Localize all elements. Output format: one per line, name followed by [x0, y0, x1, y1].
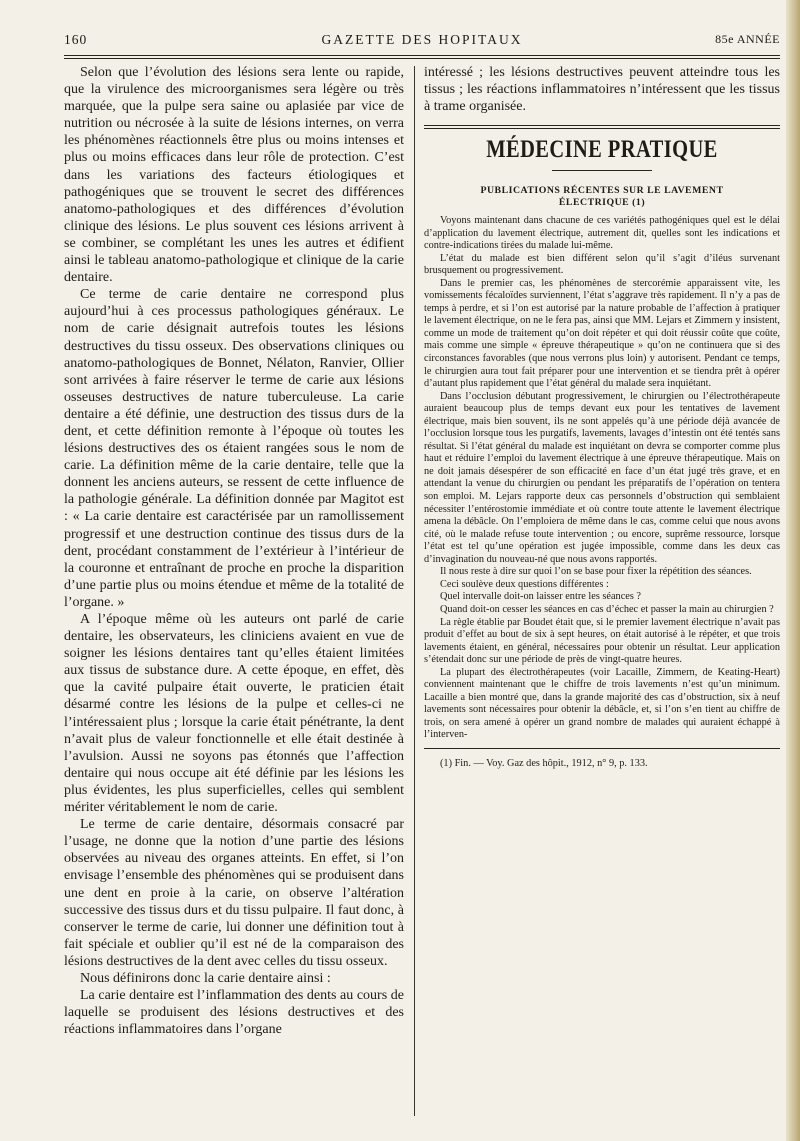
article-paragraph: Dans l’occlusion débutant progressivement, le chirurgien ou l’électrothérapeute auraient beaucoup plus de temps devant eux pour les tentatives de lavement électrique, mais bien souvent, ils ne sont appelés qu’à une période déjà avancée de l’occlusion lorsque tous les purgatifs, lavements, lavages d’intestin ont été tentés sans résultat. Si l’état général du malade est inquiétant on devra se comporter comme plus haut et réduire l’emploi du lavement électrique à une épreuve thérapeutique. Mais on ne doit jamais désespérer de son efficacité en face d’un état jugé très grave, et en attendant la venue du chirurgien ou pendant les préparatifs de l’opération on tentera son emploi. M. Lejars rapporte deux cas personnels d’obstruction qui semblaient nécessiter l’entérostomie immédiate et où contre toute attente le lavement électrique amena la débâcle. On l’emploiera de même dans le cas, comme celui que nous avons cité, où le malade refuse toute intervention ; ou encore, suprême ressource, lorsque l’état est tel qu’une opération est jugée impossible, comme dans les deux cas d’invagination du nouveau-né que nous avons rapportés. — [424, 390, 780, 565]
article-paragraph: La règle établie par Boudet était que, si le premier lavement électrique n’avait pas produit d’effet au bout de six à sept heures, on était autorisé à le répéter, et que trois lavements étaient, en général, nécessaires pour obtenir un résultat. Leur application s’étendait donc sur une période de près de vingt-quatre heures. — [424, 616, 780, 666]
left-paragraph: Ce terme de carie dentaire ne correspond plus aujourd’hui à ces processus pathologiques généraux. Le nom de carie désignait autrefois toutes les lésions destructives du tissu osseux. Des observations cliniques ou anatomo-pathologiques de Bonnet, Nélaton, Ranvier, Ollier sont arrivées à faire réserver le terme de carie aux lésions osseuses destructives de nature tuberculeuse. La carie dentaire a été définie, une destruction des tissus durs de la dent, et cette définition remonte à l’époque où toutes les lésions destructives des os étaient rangées sous le nom de carie. La définition même de la carie dentaire, telle que la donnent les anciens auteurs, se ressent de cette influence de la pathologie générale. La définition donnée par Magitot est : « La carie dentaire est caractérisée par un ramollissement progressif et une destruction continue des tissus durs de la dent, procédant constamment de l’extérieur à l’intérieur de la couronne et entraînant de proche en proche la disparition d’une partie plus ou moins étendue et même de la totalité de l’organe. » — [64, 287, 404, 610]
article-paragraph: Voyons maintenant dans chacune de ces variétés pathogéniques quel est le délai d’application du lavement électrique, autrement dit, quelles sont les indications et contre-indications tirées du malade lui-même. — [424, 215, 780, 252]
article-paragraph: Quand doit-on cesser les séances en cas d’échec et passer la main au chirurgien ? — [440, 603, 774, 615]
continuation-paragraph: intéressé ; les lésions destructives peuvent atteindre tous les tissus ; les réactions inflammatoires n’intéressent que les tissus à trame organisée. — [424, 65, 780, 114]
right-column — [424, 64, 780, 1129]
page-number: 160 — [64, 32, 88, 47]
article-title — [424, 185, 780, 209]
continued-text — [424, 64, 780, 115]
article-paragraph: Quel intervalle doit-on laisser entre les séances ? — [440, 591, 641, 603]
article-title-line: PUBLICATIONS RÉCENTES SUR LE LAVEMENT — [480, 185, 724, 196]
left-paragraph: Selon que l’évolution des lésions sera lente ou rapide, que la virulence des microorganismes sera légère ou très marquée, que la pulpe sera saine ou aplasiée par vice de nutrition ou nécrosée à la suite de lésions internes, on verra les phénomènes réactionnels être plus ou moins intenses et plus ou moins efficaces dans leur rôle de protection. C’est dans les variations des facteurs étiologiques et pathogéniques que se trouvent le secret des différences anatomo-pathologiques et des différences d’évolution clinique des lésions. Le plus souvent ces lésions arrivent à se combiner, se complétant les unes les autres et édifient ainsi le tableau anatomo-pathologique et clinique de la carie dentaire. — [64, 65, 404, 286]
footnote: (1) Fin. — Voy. Gaz des hôpit., 1912, n° 9, p. 133. — [440, 757, 648, 769]
article-paragraph: Dans le premier cas, les phénomènes de stercorémie apparaissent vite, les vomissements fécaloïdes surviennent, l’état s’aggrave très rapidement. Il n’y a pas de temps à perdre, et si l’on est autorisé par la nature probable de l’affection à pratiquer le lavement électrique, on ne le fera pas, ainsi que MM. Lejars et Zimmern y insistent, comme un mode de traitement qu’on doit répéter et qui doit réussir coûte que coûte, mais comme une simple « épreuve thérapeutique » qu’on ne continuera que si des circonstances favorables (que nous verrons plus loin) y autorisent. Pendant ce temps, le chirurgien aura tout fait préparer pour une intervention et se tiendra prêt à opérer d’autant plus rapidement que l’état général du malade sera inquiétant. — [424, 277, 780, 390]
section-title: MÉDECINE PRATIQUE — [486, 136, 718, 163]
running-head — [64, 32, 780, 50]
left-paragraph: La carie dentaire est l’inflammation des dents au cours de laquelle se produisent des lésions destructives et des réactions inflammatoires dans l’organe — [64, 988, 404, 1038]
article-paragraph: Il nous reste à dire sur quoi l’on se base pour fixer la répétition des séances. — [440, 566, 752, 578]
header-rule — [64, 55, 780, 56]
year-label: 85e ANNÉE — [715, 32, 780, 46]
article-paragraph: L’état du malade est bien différent selon qu’il s’agit d’iléus survenant brusquement ou progressivement. — [424, 252, 780, 277]
article-body — [424, 215, 780, 742]
column-divider — [414, 66, 415, 1116]
page-edge-strip — [786, 0, 800, 1141]
article-title-line: ÉLECTRIQUE (1) — [558, 197, 646, 208]
left-paragraph: A l’époque même où les auteurs ont parlé de carie dentaire, les observateurs, les cliniciens avaient en vue de soigner les lésions dentaires tant qu’elles étaient limitées aux tissus de substance dure. A cette époque, en effet, dès que la cavité pulpaire était ouverte, le praticien était désarmé contre les lésions de la pulpe et celles-ci ne l’intéressaient plus ; lorsque la carie était pénétrante, la dent n’avait plus de valeur fonctionnelle et elle était destinée à l’avulsion. Aussi ne soyons pas étonnés que l’affection dentaire qui nous occupe ait été définie par les lésions les plus évidentes, les plus superficielles, celles qui semblent mériter véritablement le nom de carie. — [64, 612, 404, 816]
section-rule-thin — [424, 128, 780, 129]
footnote-rule — [424, 748, 780, 749]
article-paragraph: La plupart des électrothérapeutes (voir Lacaille, Zimmern, de Keating-Heart) conviennent maintenant que le chiffre de trois lavements n’est qu’un minimum. Lacaille a bien montré que, dans la grande majorité des cas d’obstruction, six à neuf lavements sont nécessaires pour obtenir la débâcle, et, si l’on s’en tient au chiffre de trois, on sera amené à opérer un grand nombre de malades qui auraient échappé à l’interven- — [424, 666, 780, 741]
left-paragraph: Le terme de carie dentaire, désormais consacré par l’usage, ne donne que la notion d’une partie des lésions observées au niveau des organes atteints. En effet, si l’on envisage l’ensemble des phénomènes qui se produisent dans une dent en proie à la carie, on observe l’altération successive des tissus durs et du tissu pulpaire. Il faut donc, à conserver le terme de carie, lui donner une définition tout à fait spéciale et oublier qu’il est né de la comparaison des lésions destructives de la dent avec celles du tissu osseux. — [64, 817, 404, 969]
header-rule-thin — [64, 58, 780, 59]
journal-title: GAZETTE DES HOPITAUX — [321, 32, 523, 47]
section-title-underline — [552, 170, 652, 171]
left-column — [64, 64, 404, 1124]
article-paragraph: Ceci soulève deux questions différentes : — [440, 578, 609, 590]
left-paragraph: Nous définirons donc la carie dentaire ainsi : — [80, 970, 331, 986]
section-rule-thick — [424, 125, 780, 126]
